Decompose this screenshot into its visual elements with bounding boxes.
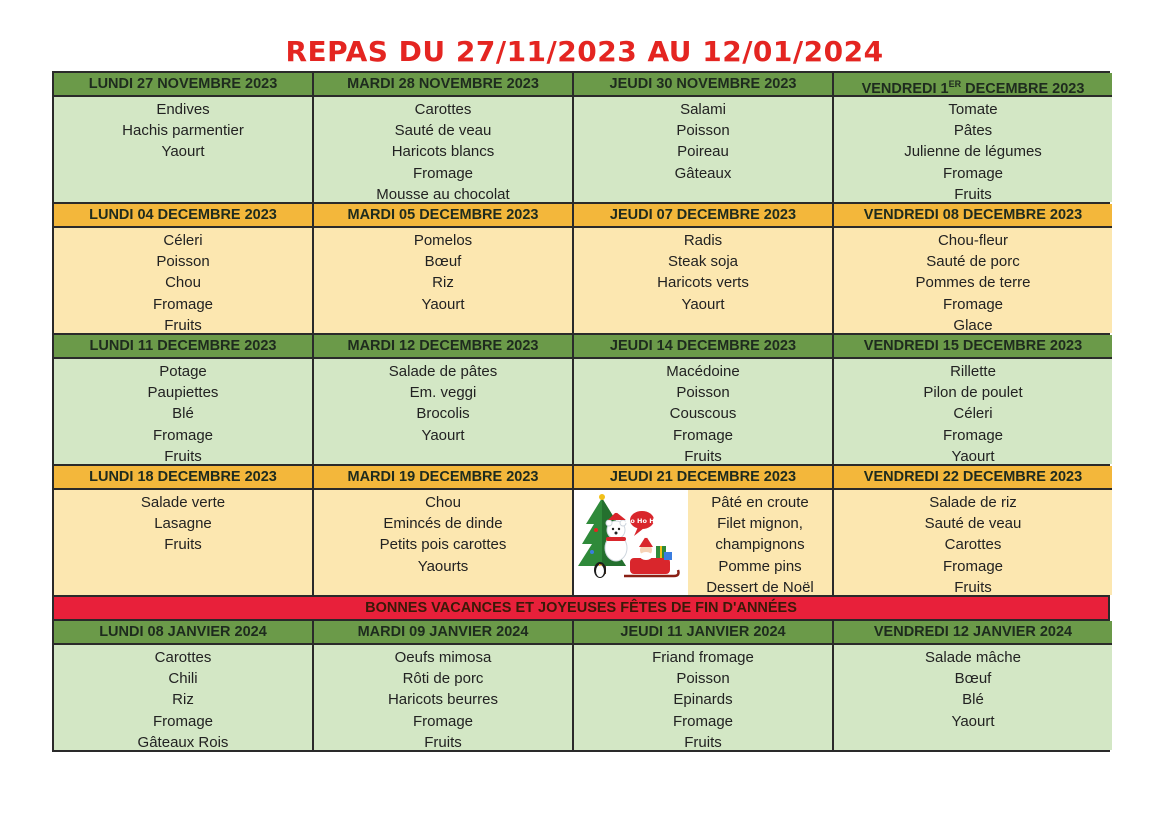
day-header: VENDREDI 08 DECEMBRE 2023 [834,204,1112,228]
menu-item: Yaourt [421,295,465,313]
day-menu [834,359,1112,464]
day-cell [314,335,572,464]
menu-item: Potage [159,363,207,380]
menu-item: Petits pois carottes [379,536,507,554]
day-menu [834,97,1112,202]
menu-item: Filet mignon, [717,515,803,533]
menu-item: Sauté de veau [394,122,492,140]
menu-item: Bœuf [424,253,462,271]
day-header: MARDI 28 NOVEMBRE 2023 [314,73,572,97]
day-menu-items [688,490,832,595]
menu-item: Em. veggi [409,384,477,402]
day-menu [54,228,312,333]
day-cell [574,73,832,202]
day-cell [54,621,312,750]
day-menu [54,97,312,202]
menu-item: Pomme pins [718,557,802,575]
menu-item: Chou [425,494,461,511]
day-header [834,73,1112,97]
day-menu [834,228,1112,333]
menu-item: Blé [962,691,984,709]
menu-item: Pâtes [953,122,993,140]
menu-item: Couscous [669,405,737,423]
menu-item: Macédoine [666,363,740,380]
menu-item: Bœuf [954,670,992,688]
week-row [54,335,1108,464]
day-cell [834,335,1112,464]
menu-item: Salade mâche [925,649,1021,666]
holiday-banner: BONNES VACANCES ET JOYEUSES FÊTES DE FIN D'ANNÉES [54,597,1108,619]
day-menu [574,645,832,750]
menu-item: Julienne de légumes [904,143,1042,161]
menu-item: Fromage [942,557,1004,575]
menu-item: Fruits [164,316,202,334]
day-header: JEUDI 14 DECEMBRE 2023 [574,335,832,359]
day-menu [314,228,572,333]
menu-item: Pâté en croute [711,494,809,511]
menu-item: Fromage [412,164,474,182]
menu-item: Riz [172,691,194,709]
day-header: LUNDI 04 DECEMBRE 2023 [54,204,312,228]
day-header: JEUDI 11 JANVIER 2024 [574,621,832,645]
menu-item: Salade de riz [929,494,1017,511]
menu-item: Poisson [676,670,730,688]
day-cell [834,466,1112,595]
week-row [54,204,1108,333]
menu-item: champignons [715,536,805,554]
menu-item: Yaourt [951,447,995,465]
menu-item: Yaourt [681,295,725,313]
menu-item: Gâteaux [674,164,732,182]
day-cell [574,621,832,750]
day-header-text: DECEMBRE 2023 [961,81,1085,97]
day-header: MARDI 05 DECEMBRE 2023 [314,204,572,228]
day-menu [574,97,832,202]
menu-item: Mousse au chocolat [376,185,510,203]
day-header-superscript: ER [948,79,962,89]
day-cell [54,73,312,202]
menu-item: Paupiettes [147,384,219,402]
day-header: VENDREDI 22 DECEMBRE 2023 [834,466,1112,490]
day-header: LUNDI 27 NOVEMBRE 2023 [54,73,312,97]
day-header: MARDI 09 JANVIER 2024 [314,621,572,645]
day-header: LUNDI 18 DECEMBRE 2023 [54,466,312,490]
menu-item: Yaourt [421,426,465,444]
menu-item: Yaourts [417,557,469,575]
menu-item: Fruits [684,733,722,751]
menu-item: Fruits [954,578,992,596]
day-header-text: VENDREDI 1 [861,81,949,97]
menu-item: Lasagne [154,515,212,533]
menu-item: Blé [172,405,194,423]
menu-item: Carottes [154,649,212,666]
menu-item: Oeufs mimosa [394,649,492,666]
day-cell [54,335,312,464]
menu-item: Epinards [673,691,733,709]
day-cell [314,73,572,202]
menu-item: Poisson [676,122,730,140]
menu-item: Fruits [424,733,462,751]
menu-item: Haricots blancs [391,143,495,161]
day-menu [314,645,572,750]
menu-item: Pomelos [413,232,473,249]
day-menu [574,228,832,333]
menu-item: Fromage [152,426,214,444]
menu-item: Fruits [164,536,202,554]
menu-item: Poisson [676,384,730,402]
day-header: JEUDI 30 NOVEMBRE 2023 [574,73,832,97]
menu-item: Salami [680,101,726,118]
menu-item: Endives [156,101,210,118]
menu-item: Emincés de dinde [383,515,503,533]
menu-item: Fromage [672,426,734,444]
menu-item: Haricots beurres [387,691,499,709]
day-cell [574,204,832,333]
menu-item: Fromage [152,295,214,313]
menu-item: Sauté de veau [924,515,1022,533]
menu-item: Pommes de terre [915,274,1031,292]
day-menu [54,645,312,750]
menu-grid [52,71,1110,752]
menu-item: Haricots verts [657,274,749,292]
menu-item: Pilon de poulet [923,384,1023,402]
menu-item: Fromage [412,712,474,730]
menu-item: Fromage [942,295,1004,313]
day-header: VENDREDI 15 DECEMBRE 2023 [834,335,1112,359]
menu-item: Sauté de porc [926,253,1020,271]
day-header: JEUDI 07 DECEMBRE 2023 [574,204,832,228]
day-menu [314,359,572,464]
day-menu [574,490,832,595]
day-menu [574,359,832,464]
menu-item: Fruits [684,447,722,465]
day-header: VENDREDI 12 JANVIER 2024 [834,621,1112,645]
day-header: LUNDI 11 DECEMBRE 2023 [54,335,312,359]
menu-item: Tomate [948,101,998,118]
day-menu [54,490,312,595]
menu-item: Fromage [942,164,1004,182]
menu-item: Gâteaux Rois [137,733,229,751]
page-title: REPAS DU 27/11/2023 AU 12/01/2024 [285,35,884,68]
day-header: JEUDI 21 DECEMBRE 2023 [574,466,832,490]
menu-item: Fromage [152,712,214,730]
menu-item: Glace [953,316,993,334]
menu-item: Céleri [953,405,993,423]
menu-item: Carottes [944,536,1002,554]
day-header: LUNDI 08 JANVIER 2024 [54,621,312,645]
menu-item: Chou-fleur [937,232,1009,249]
menu-item: Chili [168,670,198,688]
menu-item: Steak soja [667,253,739,271]
menu-item: Brocolis [416,405,470,423]
day-cell [314,204,572,333]
day-menu [54,359,312,464]
day-cell [314,466,572,595]
menu-item: Fruits [164,447,202,465]
day-cell [314,621,572,750]
menu-item: Poireau [677,143,729,161]
day-cell [54,466,312,595]
menu-item: Fruits [954,185,992,203]
menu-item: Hachis parmentier [122,122,244,140]
week-row [54,621,1108,750]
christmas-scene-icon [574,490,688,595]
day-menu [314,97,572,202]
day-menu [314,490,572,595]
menu-item: Radis [683,232,723,249]
day-header: MARDI 19 DECEMBRE 2023 [314,466,572,490]
menu-item: Rillette [950,363,996,380]
week-row [54,73,1108,202]
menu-item: Fromage [942,426,1004,444]
day-cell [834,73,1112,202]
menu-item: Dessert de Noël [706,578,814,596]
menu-item: Friand fromage [652,649,754,666]
menu-item: Rôti de porc [402,670,484,688]
menu-item: Salade verte [140,494,226,511]
speech-bubble-text: Ho Ho Ho [624,517,660,525]
menu-item: Céleri [163,232,203,249]
menu-item: Riz [432,274,454,292]
day-cell [574,466,832,595]
day-cell [834,204,1112,333]
week-row [54,466,1108,595]
day-header: MARDI 12 DECEMBRE 2023 [314,335,572,359]
day-menu [834,645,1112,750]
menu-item: Poisson [156,253,210,271]
christmas-illustration [574,490,688,595]
menu-item: Salade de pâtes [388,363,498,380]
menu-item: Chou [165,274,201,292]
day-menu [834,490,1112,595]
menu-item: Carottes [414,101,472,118]
menu-item: Fromage [672,712,734,730]
menu-item: Yaourt [951,712,995,730]
menu-item: Yaourt [161,143,205,161]
day-cell [834,621,1112,750]
day-cell [54,204,312,333]
day-cell [574,335,832,464]
